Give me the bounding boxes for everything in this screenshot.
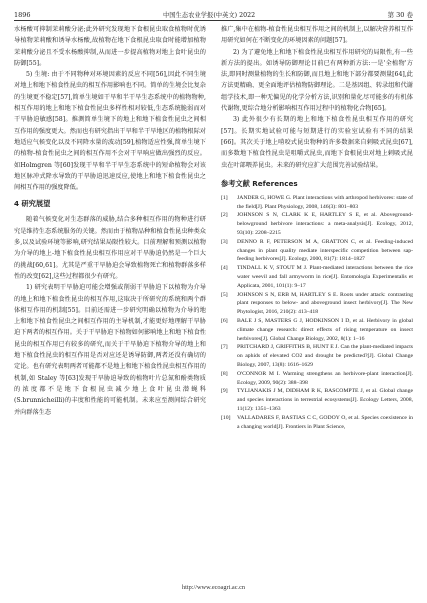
- page-number: 1896: [14, 11, 31, 19]
- reference-text[interactable]: BALE J S, MASTERS G J, HODKINSON I D, et al. Herbivory in global climate change research: direct effects of rising temperature on insect herbivores[J]. Global Change Biology, 2002, 8(1): 1–16: [237, 318, 413, 342]
- reference-number: [3]: [221, 238, 228, 245]
- reference-text[interactable]: TYLIANAKIS J M, DIDHAM R K, BASCOMPTE J, et al. Global change and species interactions in terrestrial ecosystems[J]. Ecology Letters, 2008, 11(12): 1351–1363: [237, 388, 413, 412]
- reference-text[interactable]: JANDER G, HOWE G. Plant interactions with arthropod herbivores: state of the field[J]. Plant Physiology, 2008, 146(3): 801–803: [237, 194, 413, 210]
- reference-number: [4]: [221, 265, 228, 272]
- references-heading: 参考文献 References: [221, 178, 298, 188]
- reference-text[interactable]: O'CONNOR M I. Warming strengthens an herbivore-plant interaction[J]. Ecology, 2009, 90(2): 388–398: [237, 370, 413, 386]
- reference-item: [221, 264, 413, 290]
- reference-number: [8]: [221, 370, 228, 377]
- paragraph: 3) 此外很少有长期的地上和地下植食性昆虫相互作用的研究[57]。长期实地试验可能与短期进行的实验室试验有不同的结果[66]。其次关于地上啃咬式昆虫物种的许多数据来自刺吸式昆虫[67],而多数地下植食性昆虫是咀嚼式昆虫,而地下食根昆虫对地上刺吸式昆虫在叶部喂养昆虫。未来的研究应扩大范围完善试验结果。: [221, 116, 413, 169]
- reference-text[interactable]: PRITCHARD J, GRIFFITHS B, HUNT E J. Can the plant-mediated impacts on aphids of elevated CO2 and drought be predicted?[J]. Global Change Biology, 2007, 13(8): 1616–1629: [237, 344, 413, 368]
- section-heading: 4 研究展望: [14, 199, 51, 209]
- reference-text[interactable]: VALLADARES F, BASTIAS C C, GODOY O, et al. Species coexistence in a changing world[J]. Frontiers in Plant Science,: [237, 414, 413, 430]
- paragraph: 推广,集中在植物-植食性昆虫相互作用之间的机制上,以解决营养相互作用研究如何在不断变化的环境因素的问题[57]。: [221, 26, 413, 45]
- reference-number: [5]: [221, 291, 228, 298]
- reference-number: [9]: [221, 388, 228, 395]
- reference-item: [221, 414, 413, 432]
- reference-number: [1]: [221, 194, 228, 201]
- header-rule: [14, 20, 413, 21]
- reference-text[interactable]: JOHNSON S N, CLARK K E, HARTLEY S E, et al. Aboveground-belowground herbivore interactions: a meta-analysis[J]. Ecology, 2012, 93(10): 2208–2215: [237, 212, 413, 237]
- reference-item: [221, 194, 413, 212]
- reference-item: [221, 387, 413, 413]
- page-header: [14, 7, 413, 19]
- reference-list: [221, 194, 413, 432]
- volume-number: 第 30 卷: [387, 11, 413, 19]
- reference-number: [10]: [221, 414, 231, 421]
- paragraph: 1) 研究表明干旱胁迫可能会增强或削弱干旱胁迫下以植物为介导的地上和地下植食性昆虫的相互作用,这取决于所研究的系统和两个群体相互作用的机制[55]。目前还需进一步研究明确以植物为介导的地上和地下植食性昆虫之间相互作用的主导机制,才能更好地理解干旱胁迫下两者的相互作用。关于干旱胁迫下植物如何影响地上和地下植食性昆虫的相互作用已有较多的研究,而关于干旱胁迫下植物介导的地上和地下植食性昆虫的相互作用是否对应还是诱导防御,两者还没有确切的定论。也有研究表明两者可能都不是地上和地下植食性昆虫相互作用的机制,如 Staley 等[63]发现干旱胁迫导致的植物叶片总氮和酚类物质的浓度都不是地下食根昆虫减少地上食叶昆虫潜蝇科(S.brunnicheilli)的丰度和性能的可能机制。未来应至测间综合研究并向群落生态: [14, 284, 206, 416]
- paragraph: 5) 生境: 由于不同物种对环境因素的反应不同[56],因此不同生境对地上和地下植食性昆虫的相互作用影响也不同。简单的生境会比复杂的生境更不稳定[57],简单生境如干旱和半干旱生态系统中的植物物种,相互作用的地上和地下植食性昆虫多样性相对较低,生态系统脆弱而对干旱胁迫敏感[58]。推测简单生境下的地上和地下植食性昆虫之间相互作用的强度更大。然而也有研究指出干旱和半干旱地区的植物根际对地适应气候变化以及不同降水量的波动[59],植物适应性强,简单生境下的植物-植食性昆虫之间的相互作用不会对干旱响应做出强烈的反应。如Holmgren 等[60]发现干旱和半干旱生态系统中的短命植物会对该地区脉冲式降水导致的干旱胁迫迅速反应,使地上和地下植食性昆虫之间相互作用的强度降低。: [14, 71, 206, 192]
- reference-text[interactable]: TINDALL K V, STOUT M J. Plant-mediated interactions between the rice water weevil and fall armyworm in rice[J]. Entomologia Experimentalis et Applicata, 2001, 101(1): 9–17: [237, 265, 413, 289]
- paragraph: 随着气候变化对生态群落的威胁,结合多种相互作用的物种进行研究是维持生态系统服务的关键。然而由于植物品种和植食性昆虫种类众多,以及试验环境等影响,研究结果局限性较大。目前理解和预测以植物为介导的地上-地下植食性昆虫相互作用应对干旱胁迫仍然是一个巨大的挑战[60,61]。尤其是严重干旱胁迫会导致植物死亡和植物群落多样性的改变[62],这些过程都很少有研究。: [14, 216, 206, 280]
- right-column: [221, 24, 413, 431]
- reference-item: [221, 211, 413, 237]
- reference-item: [221, 343, 413, 369]
- reference-text[interactable]: JOHNSON S N, ERB M, HARTLEY S E. Roots under attack: contrasting plant responses to below- and aboveground insect herbivory[J]. The New Phytologist, 2016, 210(2): 413–418: [237, 291, 413, 316]
- journal-title: 中国生态农业学报(中英文) 2022: [162, 12, 256, 19]
- reference-number: [6]: [221, 318, 228, 325]
- reference-text[interactable]: DENNO R F, PETERSON M A, GRATTON C, et al. Feeding-induced changes in plant quality mediate interspecific competition between sap-feeding herbivores[J]. Ecology, 2000, 81(7): 1814–1827: [237, 238, 413, 263]
- reference-item: [221, 370, 413, 388]
- reference-number: [7]: [221, 344, 228, 351]
- paragraph: 2) 为了避免地上和地下植食性昆虫相互作用研究的局限性,有一些新方法的提出。如诱导防御理论目前已有两种新方法:一是'全植物'方法,即同时测量植物的生长和防御,而且地上和地下部分都要测量[64],此方法更精确、更全面地评估植物防御理论。二是基因组、转录组和代谢组学技术,即一种无偏见的化学分析方法,识别和量化尽可能多的有机体代谢物,更综合地分析影响相互作用过程中的植物化合物[65]。: [221, 48, 413, 113]
- reference-number: [2]: [221, 212, 228, 219]
- left-column: [14, 24, 206, 418]
- reference-item: [221, 238, 413, 264]
- reference-item: [221, 291, 413, 317]
- paragraph: 水杨酸可抑制茉莉酸分泌;此外研究发现地下食根昆虫取食植物时优诱导植物茉莉酸和诱导水杨酸,故植物在地下食根昆虫取食时能增加植物茉莉酸分泌且不受水杨酸抑制,从而进一步提高植物对地上食叶昆虫的防御[55]。: [14, 26, 206, 67]
- reference-item: [221, 317, 413, 343]
- footer-url[interactable]: http://www.ecoagri.ac.cn: [181, 584, 246, 591]
